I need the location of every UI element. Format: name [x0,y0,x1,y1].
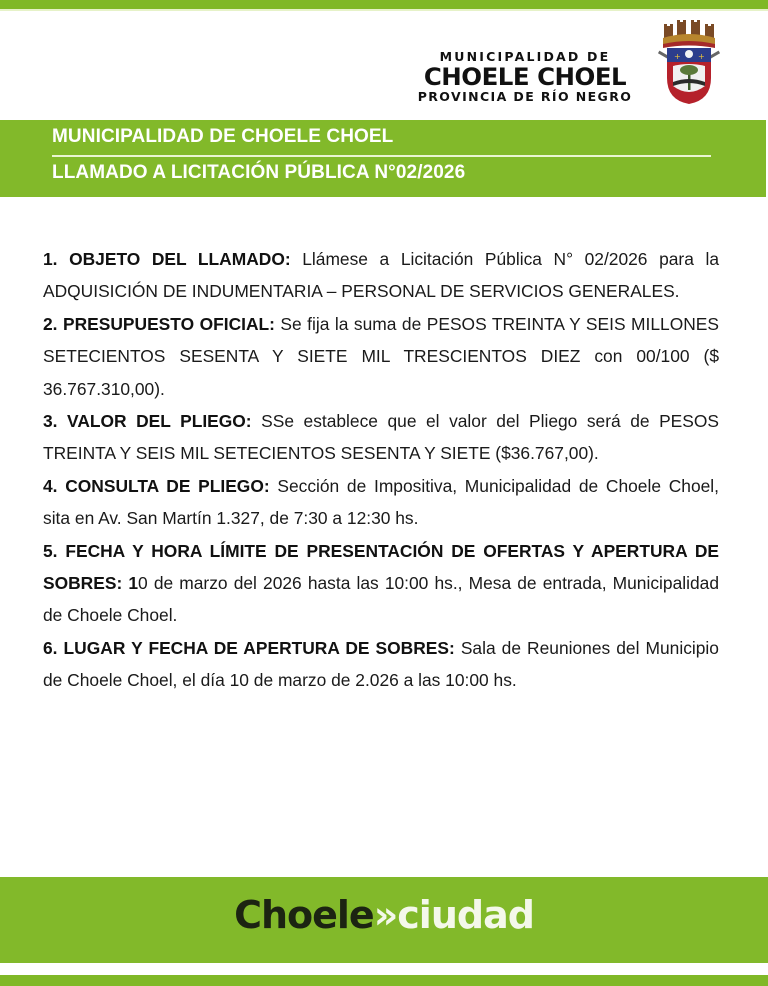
item-objeto [43,243,719,308]
item-apertura-sobres [43,632,719,697]
logo-line-province: PROVINCIA DE RÍO NEGRO [417,89,633,104]
item-text: Sala de Reuniones del Municipio de Choele Choel, el día 10 de marzo de 2.026 a las 10:00 hs. [43,637,719,691]
bottom-accent-bar [0,975,768,986]
logo-word-ciudad: ciudad [397,893,534,937]
top-accent-bar-shadow [0,9,768,11]
logo-word-choele: Choele [234,893,374,937]
item-presupuesto [43,308,719,405]
header-subtitle: LLAMADO A LICITACIÓN PÚBLICA N°02/2026 [52,162,466,183]
item-valor-pliego [43,405,719,470]
choele-ciudad-logo [0,893,768,937]
item-label: 6. LUGAR Y FECHA DE APERTURA DE SOBRES: [43,637,455,658]
item-label: 3. VALOR DEL PLIEGO: [43,411,252,432]
logo-line-municipalidad: MUNICIPALIDAD DE [439,49,611,64]
double-chevron-icon: » [373,893,398,937]
item-label: 5. FECHA Y HORA LÍMITE DE PRESENTACIÓN DE OFERTAS Y APERTURA DE SOBRES: 1 [43,540,719,594]
municipality-logo-text [405,50,645,104]
item-text: Se fija la suma de PESOS TREINTA Y SEIS MILLONES SETECIENTOS SESENTA Y SIETE MIL TRESCIENTOS DIEZ con 00/100 ($ 36.767.310,00). [43,313,719,399]
item-label: 2. PRESUPUESTO OFICIAL: [43,313,275,334]
logo-line-city: CHOELE CHOEL [423,63,627,91]
item-label: 4. CONSULTA DE PLIEGO: [43,475,270,496]
item-text: SSe establece que el valor del Pliego será de PESOS TREINTA Y SEIS MIL SETECIENTOS SESENTA Y SIETE ($36.767,00). [43,411,719,464]
item-text: Llámese a Licitación Pública N° 02/2026 para la ADQUISICIÓN DE INDUMENTARIA – PERSONAL DE SERVICIOS GENERALES. [43,249,719,302]
svg-text:+: + [674,52,681,61]
item-consulta-pliego [43,470,719,535]
header-title: MUNICIPALIDAD DE CHOELE CHOEL [52,126,394,147]
top-accent-bar [0,0,768,9]
item-text: Sección de Impositiva, Municipalidad de Choele Choel, sita en Av. San Martín 1.327, de 7:30 a 12:30 hs. [43,475,719,529]
tender-details [43,243,719,697]
coat-of-arms-icon [658,20,720,106]
svg-text:+: + [698,52,705,61]
item-label: 1. OBJETO DEL LLAMADO: [43,249,291,269]
item-text: 0 de marzo del 2026 hasta las 10:00 hs., Mesa de entrada, Municipalidad de Choele Choel. [43,573,719,626]
header-divider [52,155,711,157]
item-fecha-limite [43,535,719,632]
